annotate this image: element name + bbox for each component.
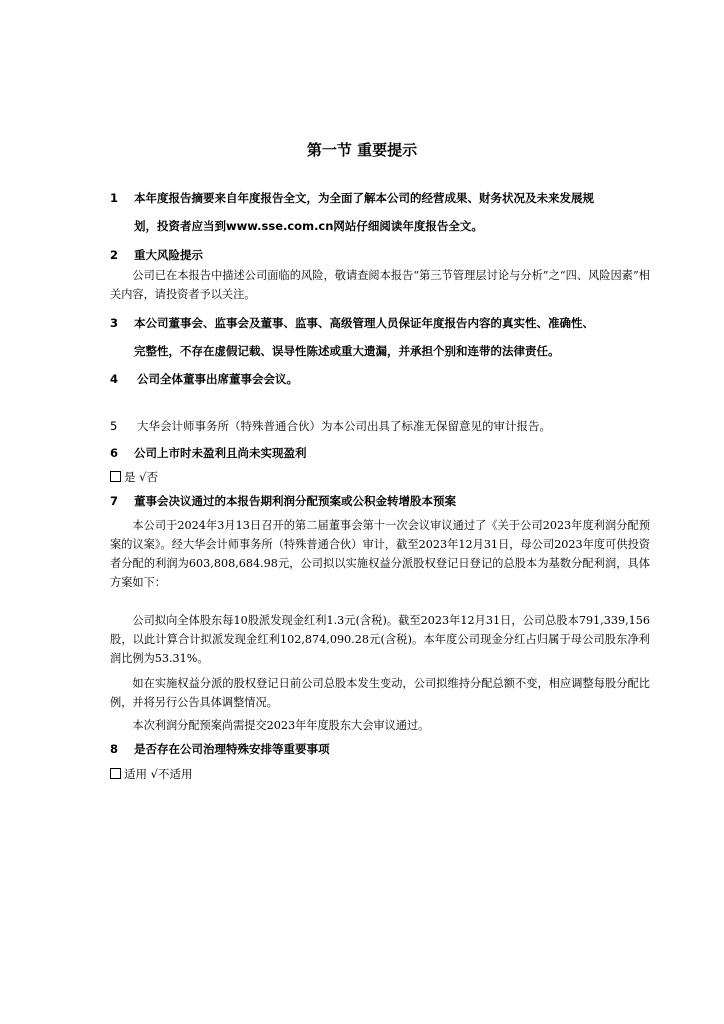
dividend-paragraph: 公司拟向全体股东每10股派发现金红利1.3元(含税)。截至2023年12月31日，公司总股本791,339,156股，以此计算合计拟派发现金红利102,874,090.28元(含税)。本年度公司现金分红占归属于母公司股东净利润比例为53.31%。 [110, 614, 650, 665]
section-title: 第一节 重要提示 [306, 141, 418, 159]
item-text-line: 本年度报告摘要来自年度报告全文，为全面了解本公司的经营成果、财务状况及未来发展规 [134, 191, 594, 205]
item-text: 大华会计师事务所（特殊普通合伙）为本公司出具了标准无保留意见的审计报告。 [137, 419, 551, 433]
item-text-line: 划，投资者应当到www.sse.com.cn网站仔细阅读年度报告全文。 [134, 219, 483, 233]
item-number: 2 [110, 248, 119, 262]
item-text-line: 完整性，不存在虚假记载、误导性陈述或重大遗漏，并承担个别和连带的法律责任。 [134, 344, 560, 358]
item-heading: 重大风险提示 [134, 248, 203, 262]
item-body: 公司已在本报告中描述公司面临的风险，敬请查阅本报告“第三节管理层讨论与分析”之“四、风险因素”相关内容，请投资者予以关注。 [110, 269, 650, 301]
item-number: 3 [110, 316, 119, 330]
item-heading: 公司上市时未盈利且尚未实现盈利 [134, 446, 307, 460]
item-heading: 董事会决议通过的本报告期利润分配预案或公积金转增股本预案 [134, 494, 456, 508]
item-number: 4 [110, 372, 119, 386]
checkbox-icon [110, 768, 121, 779]
item-1 [110, 191, 650, 241]
options-text: 是 √否 [124, 470, 158, 484]
checkbox-icon [110, 471, 121, 482]
governance-arrangement-options [110, 766, 192, 782]
dividend-paragraph: 如在实施权益分派的股权登记日前公司总股本发生变动，公司拟维持分配总额不变，相应调整每股分配比例，并将另行公告具体调整情况。 [110, 677, 650, 709]
dividend-paragraph: 本次利润分配预案尚需提交2023年年度股东大会审议通过。 [132, 719, 430, 732]
item-number: 7 [110, 494, 119, 508]
options-text: 适用 √不适用 [124, 767, 193, 781]
dividend-paragraph: 本公司于2024年3月13日召开的第二届董事会第十一次会议审议通过了《关于公司2023年度利润分配预案的议案》。经大华会计师事务所（特殊普通合伙）审计，截至2023年12月31日，母公司2023年度可供投资者分配的利润为603,808,684.98元，公司拟以实施权益分派股权登记日登记的总股本为基数分配利润，具体方案如下： [110, 519, 650, 589]
item-text: 公司全体董事出席董事会会议。 [137, 372, 298, 386]
item-heading: 是否存在公司治理特殊安排等重要事项 [134, 742, 330, 756]
listed-unprofitable-options [110, 469, 158, 485]
item-number: 5 [110, 419, 118, 433]
item-text-line: 本公司董事会、监事会及董事、监事、高级管理人员保证年度报告内容的真实性、准确性、 [134, 316, 594, 330]
item-number: 6 [110, 446, 119, 460]
item-number: 8 [110, 742, 119, 756]
item-number: 1 [110, 191, 119, 205]
